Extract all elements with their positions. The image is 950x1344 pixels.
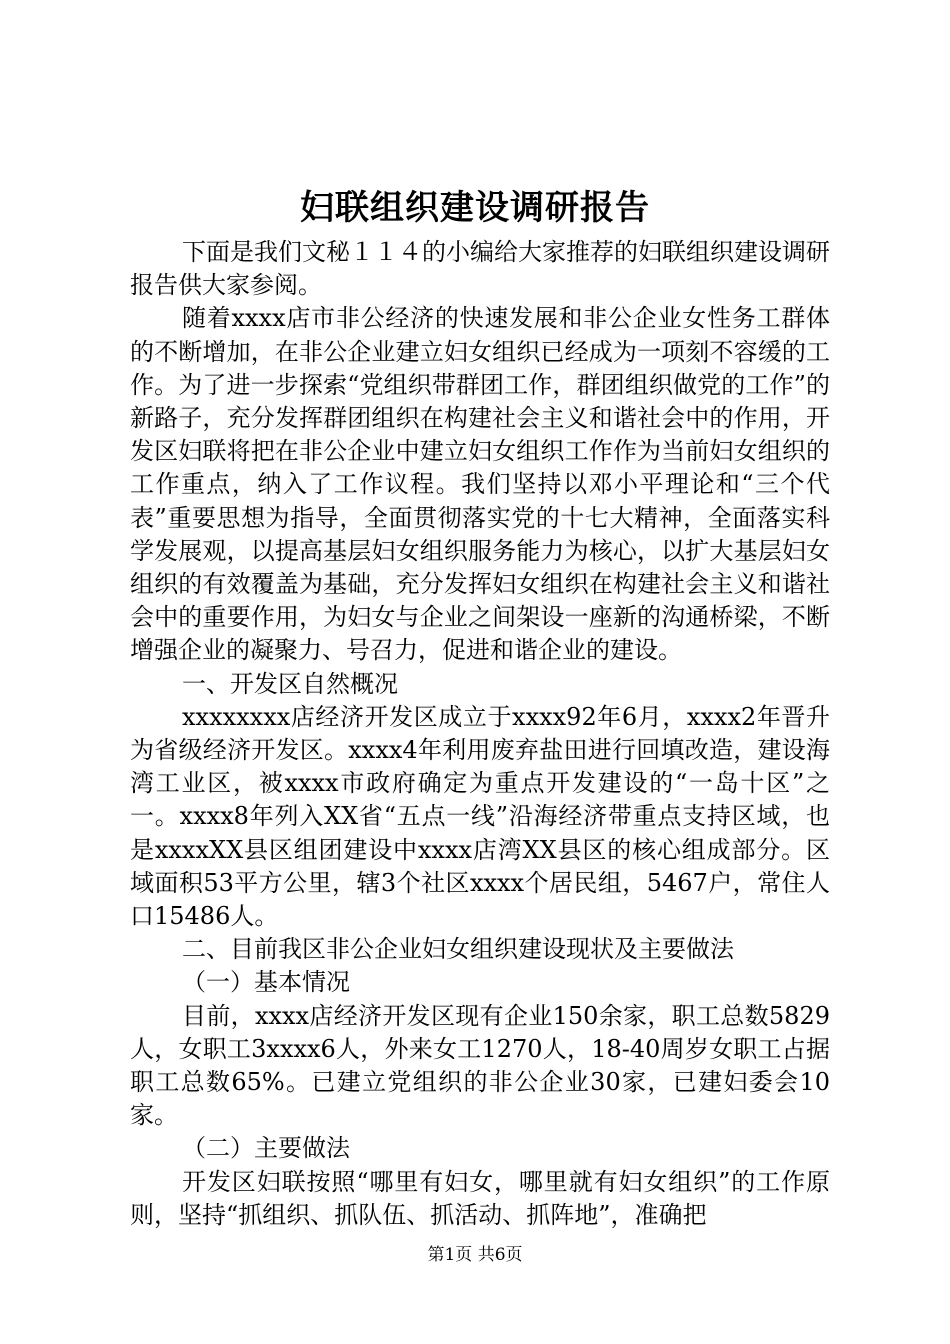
paragraph-overview: xxxxxxxx店经济开发区成立于xxxx92年6月，xxxx2年晋升为省级经济开发区。xxxx4年利用废弃盐田进行回填改造，建设海湾工业区，被xxxx市政府确定为重点开发建设的“一岛十区”之一。xxxx8年列入XX省“五点一线”沿海经济带重点支持区域，也是xxxxXX县区组团建设中xxxx店湾XX县区的核心组成部分。区域面积53平方公里，辖3个社区xxxx个居民组，5467户，常住人口15486人。 [130, 702, 830, 931]
heading-subsection-2: （二）主要做法 [182, 1134, 350, 1163]
heading-section-1: 一、开发区自然概况 [182, 669, 398, 698]
paragraph-basic-situation: 目前，xxxx店经济开发区现有企业150余家，职工总数5829人，女职工3xxxx6人，外来女工1270人，18-40周岁女职工占据职工总数65%。已建立党组织的非公企业30家，已建妇委会10家。 [130, 1001, 830, 1130]
page-footer: 第1页 共6页 [427, 1245, 523, 1265]
document-body [130, 236, 830, 1232]
paragraph-intro: 下面是我们文秘１１４的小编给大家推荐的妇联组织建设调研报告供大家参阅。 [130, 238, 830, 300]
heading-subsection-1: （一）基本情况 [182, 968, 350, 997]
paragraph-main-practices: 开发区妇联按照“哪里有妇女，哪里就有妇女组织”的工作原则，坚持“抓组织、抓队伍、抓活动、抓阵地”，准确把 [130, 1167, 830, 1229]
heading-section-2: 二、目前我区非公企业妇女组织建设现状及主要做法 [182, 935, 734, 964]
paragraph-background: 随着xxxx店市非公经济的快速发展和非公企业女性务工群体的不断增加，在非公企业建立妇女组织已经成为一项刻不容缓的工作。为了进一步探索“党组织带群团工作，群团组织做党的工作”的新路子，充分发挥群团组织在构建社会主义和谐社会中的作用，开发区妇联将把在非公企业中建立妇女组织工作作为当前妇女组织的工作重点，纳入了工作议程。我们坚持以邓小平理论和“三个代表”重要思想为指导，全面贯彻落实党的十七大精神，全面落实科学发展观，以提高基层妇女组织服务能力为核心，以扩大基层妇女组织的有效覆盖为基础，充分发挥妇女组织在构建社会主义和谐社会中的重要作用，为妇女与企业之间架设一座新的沟通桥梁，不断增强企业的凝聚力、号召力，促进和谐企业的建设。 [130, 304, 830, 665]
document-title: 妇联组织建设调研报告 [300, 188, 650, 228]
